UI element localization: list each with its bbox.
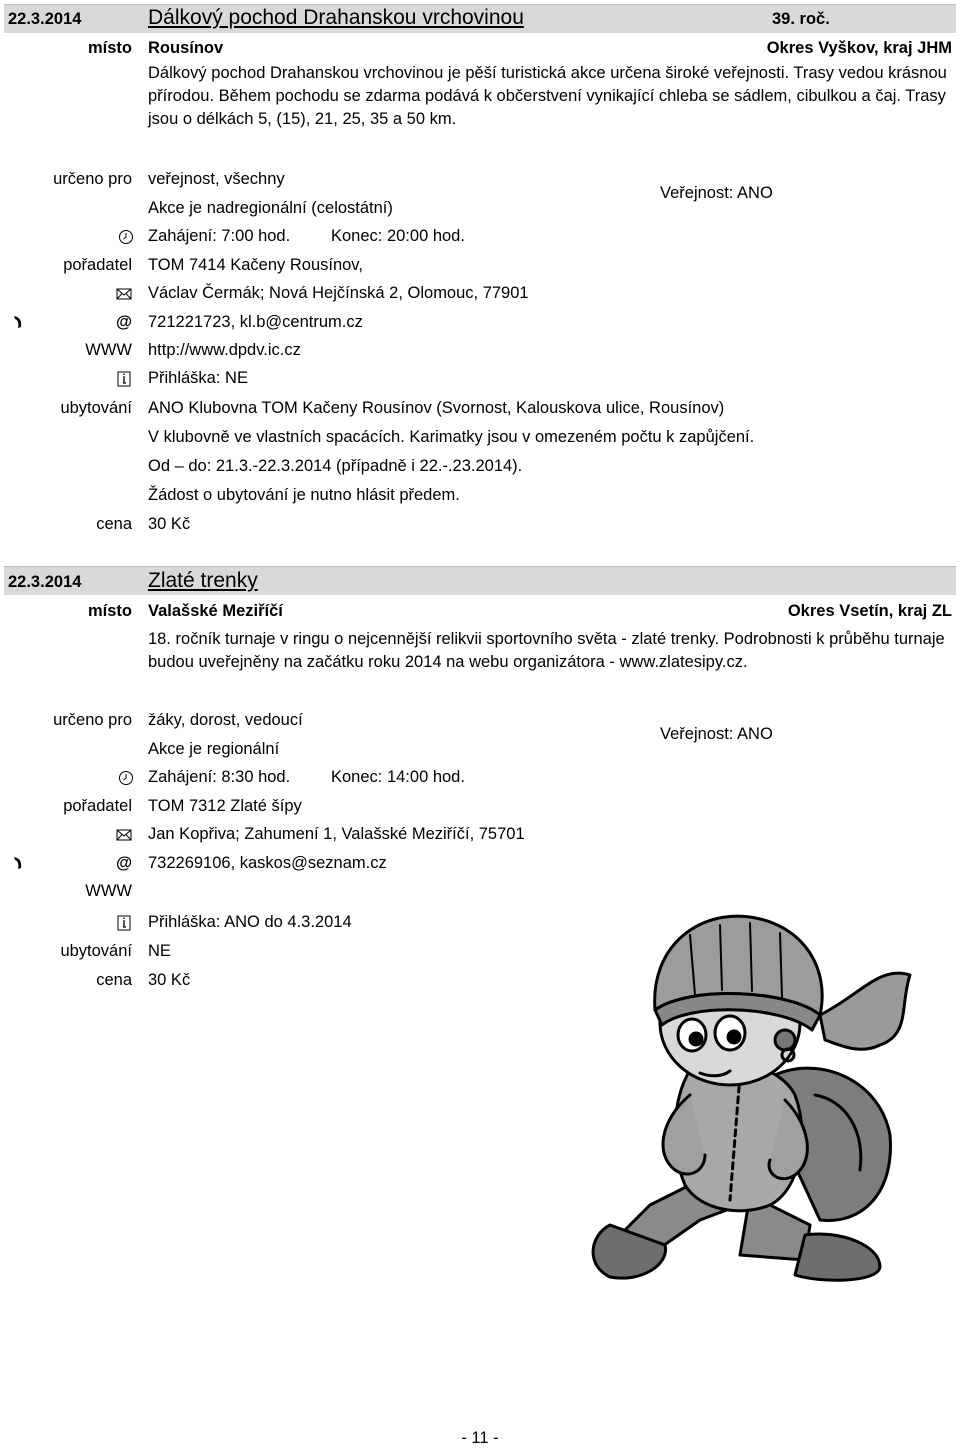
urceno-value: žáky, dorost, vedoucí <box>148 711 303 729</box>
event-title: Dálkový pochod Drahanskou vrchovinou <box>148 6 524 29</box>
poradatel-label: pořadatel <box>63 797 132 815</box>
info-form-icon <box>116 371 132 387</box>
akce-level: Akce je nadregionální (celostátní) <box>148 199 393 217</box>
verejnost-value: Veřejnost: ANO <box>660 725 773 743</box>
info-form-icon <box>116 915 132 931</box>
cena-label: cena <box>96 971 132 989</box>
misto-value: Rousínov <box>148 39 224 57</box>
akce-level: Akce je regionální <box>148 740 280 758</box>
prihlaska: Přihláška: NE <box>148 369 248 387</box>
start-time: Zahájení: 7:00 hod. <box>148 227 291 245</box>
misto-label: místo <box>87 39 132 57</box>
hiker-illustration <box>580 905 925 1285</box>
at-label: @ <box>116 854 133 872</box>
event-title: Zlaté trenky <box>148 569 258 592</box>
urceno-label: určeno pro <box>53 170 132 188</box>
clock-icon <box>118 229 134 245</box>
address: Jan Kopřiva; Zahumení 1, Valašské Meziříčí, 75701 <box>148 825 525 843</box>
poradatel-value: TOM 7312 Zlaté šípy <box>148 797 302 815</box>
contact: 721221723, kl.b@centrum.cz <box>148 313 363 331</box>
event-header-bar <box>4 566 956 595</box>
phone-icon <box>10 314 26 330</box>
prihlaska: Přihláška: ANO do 4.3.2014 <box>148 913 352 931</box>
end-time: Konec: 14:00 hod. <box>331 768 465 786</box>
ubytovani-value: ANO Klubovna TOM Kačeny Rousínov (Svornost, Kalouskova ulice, Rousínov) <box>148 399 725 417</box>
cena-value: 30 Kč <box>148 515 191 533</box>
misto-value: Valašské Meziříčí <box>148 602 283 620</box>
ubytovani-line2: V klubovně ve vlastních spacácích. Karimatky jsou v omezeném počtu k zapůjčení. <box>148 428 755 446</box>
end-time: Konec: 20:00 hod. <box>331 227 465 245</box>
poradatel-value: TOM 7414 Kačeny Rousínov, <box>148 256 363 274</box>
page-number: - 11 - <box>461 1429 499 1447</box>
poradatel-label: pořadatel <box>63 256 132 274</box>
envelope-icon <box>116 827 132 843</box>
contact: 732269106, kaskos@seznam.cz <box>148 854 387 872</box>
urceno-label: určeno pro <box>53 711 132 729</box>
verejnost-value: Veřejnost: ANO <box>660 184 773 202</box>
event-description: Dálkový pochod Drahanskou vrchovinou je pěší turistická akce určena široké veřejnosti. Trasy vedou krásnou přírodou. Během pochodu se zdarma podává k občerstvení vynikající chleba se sádlem, cibulkou a čaj. Trasy jsou o délkách 5, (15), 21, 25, 35 a 50 km. <box>148 64 947 128</box>
phone-icon <box>10 855 26 871</box>
ubytovani-label: ubytování <box>60 399 132 417</box>
misto-label: místo <box>87 602 132 620</box>
ubytovani-line3: Od – do: 21.3.-22.3.2014 (případně i 22.-.23.2014). <box>148 457 523 475</box>
okres-value: Okres Vyškov, kraj JHM <box>766 39 952 57</box>
event-date: 22.3.2014 <box>8 573 82 591</box>
cena-label: cena <box>96 515 132 533</box>
okres-value: Okres Vsetín, kraj ZL <box>787 602 952 620</box>
event-description: 18. ročník turnaje v ringu o nejcennější relikvii sportovního světa - zlaté trenky. Podrobnosti k průběhu turnaje budou uveřejněny na začátku roku 2014 na webu organizátora - www.zlatesipy.cz. <box>148 630 945 671</box>
www-link[interactable]: http://www.dpdv.ic.cz <box>148 341 301 359</box>
cena-value: 30 Kč <box>148 971 191 989</box>
ubytovani-line4: Žádost o ubytování je nutno hlásit předem. <box>148 486 460 504</box>
address: Václav Čermák; Nová Hejčínská 2, Olomouc, 77901 <box>148 284 529 302</box>
event-volume: 39. roč. <box>772 10 830 28</box>
clock-icon <box>118 770 134 786</box>
www-label: WWW <box>85 882 132 900</box>
event-date: 22.3.2014 <box>8 10 82 28</box>
at-label: @ <box>116 313 133 331</box>
urceno-value: veřejnost, všechny <box>148 170 285 188</box>
ubytovani-label: ubytování <box>60 942 132 960</box>
envelope-icon <box>116 286 132 302</box>
ubytovani-value: NE <box>148 942 171 960</box>
www-label: WWW <box>85 341 132 359</box>
start-time: Zahájení: 8:30 hod. <box>148 768 291 786</box>
